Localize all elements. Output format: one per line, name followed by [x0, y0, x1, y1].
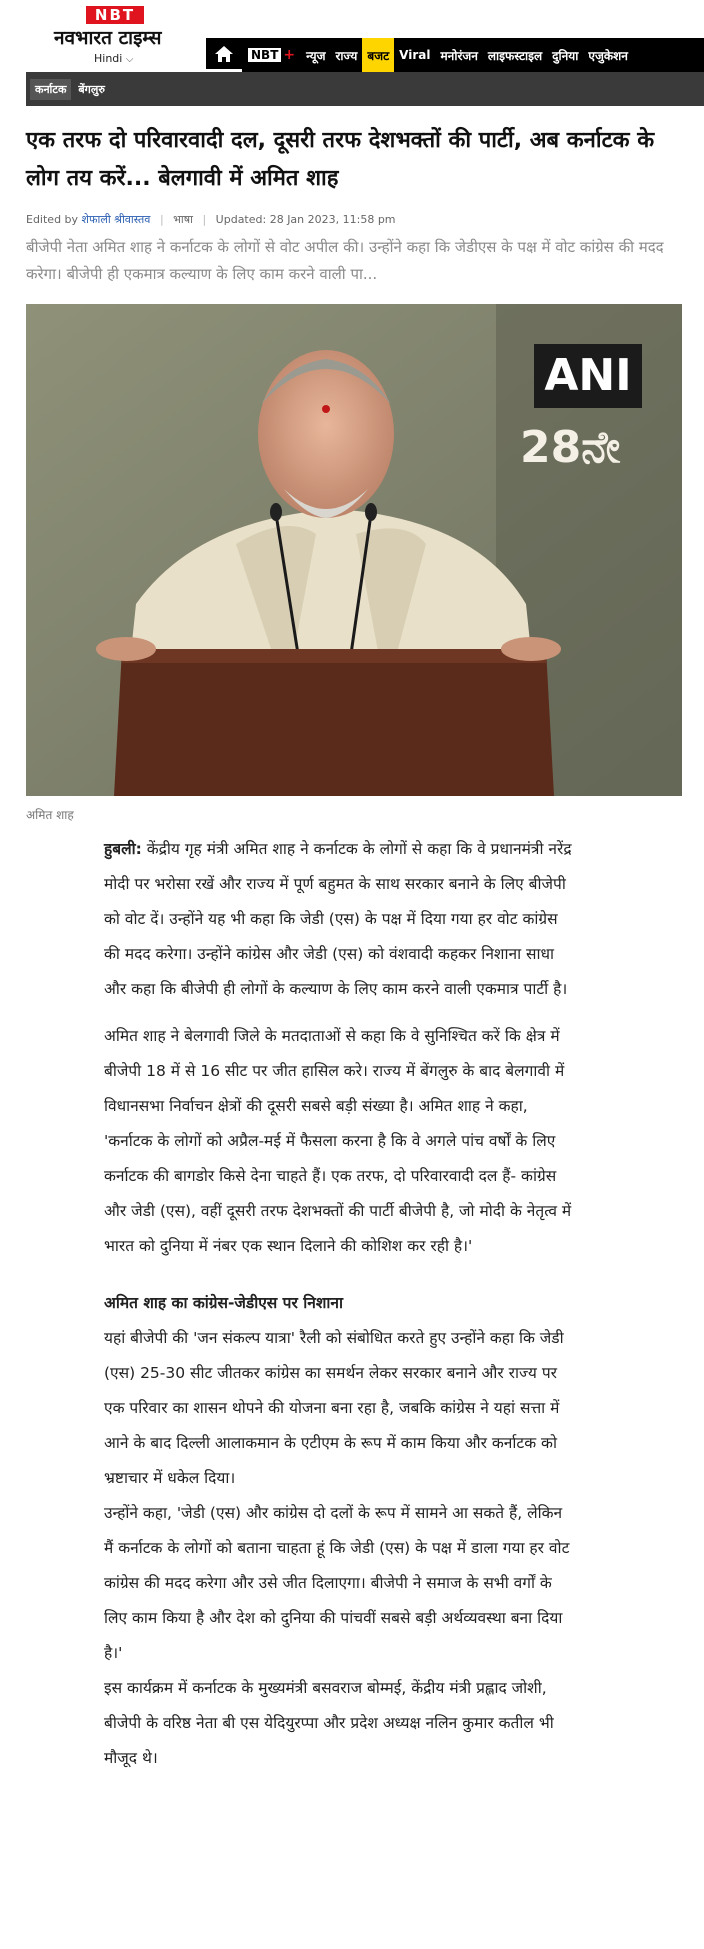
- site-logo[interactable]: [26, 4, 204, 70]
- breadcrumb-karnataka[interactable]: कर्नाटक: [30, 79, 71, 100]
- author-link[interactable]: शेफाली श्रीवास्तव: [81, 213, 151, 226]
- paragraph: [104, 832, 574, 1007]
- nav-item-news[interactable]: न्यूज: [306, 48, 326, 63]
- page-title: एक तरफ दो परिवारवादी दल, दूसरी तरफ देशभक्तों की पार्टी, अब कर्नाटक के लोग तय करें... बेलगावी में अमित शाह: [26, 128, 655, 191]
- hero-image: [26, 304, 682, 796]
- nav-item-education[interactable]: एजुकेशन: [588, 48, 628, 63]
- source-label: भाषा: [173, 213, 193, 226]
- edited-by-label: Edited by: [26, 213, 79, 226]
- byline-divider: |: [202, 213, 207, 226]
- image-caption: अमित शाह: [26, 808, 74, 822]
- paragraph: इस कार्यक्रम में कर्नाटक के मुख्यमंत्री बसवराज बोम्मई, केंद्रीय मंत्री प्रह्लाद जोशी, बीजेपी के वरिष्ठ नेता बी एस येदियुरप्पा और प्रदेश अध्यक्ष नलिन कुमार कतील भी मौजूद थे।: [104, 1679, 554, 1767]
- nbt-plus-label: NBT: [248, 48, 281, 62]
- article-body: [104, 832, 574, 1776]
- paragraph-text: केंद्रीय गृह मंत्री अमित शाह ने कर्नाटक के लोगों से कहा कि वे प्रधानमंत्री नरेंद्र मोदी पर भरोसा रखें और राज्य में पूर्ण बहुमत के साथ सरकार बनाने के लिए बीजेपी को वोट दें। उन्होंने यह भी कहा कि जेडी (एस) के पक्ष में दिया गया हर वोट कांग्रेस की मदद करेगा। उन्होंने कांग्रेस और जेडी (एस) को वंशवादी कहकर निशाना साधा और कहा कि बीजेपी ही लोगों के कल्याण के लिए काम करने वाली एकमात्र पार्टी है।: [104, 840, 572, 998]
- nav-item-states[interactable]: राज्य: [335, 48, 358, 63]
- dateline: हुबली:: [104, 840, 142, 858]
- plus-icon: +: [283, 47, 296, 63]
- updated-timestamp: Updated: 28 Jan 2023, 11:58 pm: [215, 213, 396, 226]
- edition-label: Hindi: [94, 52, 123, 65]
- logo-letters: NBT: [86, 6, 144, 24]
- image-overlay-text: 28ನೇ: [520, 422, 621, 473]
- byline: [26, 212, 396, 227]
- byline-divider: |: [159, 213, 164, 226]
- nav-item-viral[interactable]: Viral: [399, 48, 431, 62]
- breadcrumb-bengaluru[interactable]: बेंगलुरु: [78, 82, 105, 96]
- main-nav: [206, 38, 704, 72]
- breadcrumb: [26, 72, 704, 106]
- nav-item-entertainment[interactable]: मनोरंजन: [440, 48, 478, 63]
- logo-hindi-text: नवभारत टाइम्स: [54, 27, 162, 49]
- home-icon[interactable]: [206, 38, 242, 72]
- nav-item-lifestyle[interactable]: लाइफस्टाइल: [487, 48, 543, 63]
- chevron-down-icon: ⌵: [125, 54, 134, 65]
- nav-item-world[interactable]: दुनिया: [552, 48, 579, 63]
- section-heading: अमित शाह का कांग्रेस-जेडीएस पर निशाना: [104, 1294, 344, 1312]
- paragraph: उन्होंने कहा, 'जेडी (एस) और कांग्रेस दो दलों के रूप में सामने आ सकते हैं, लेकिन मैं कर्नाटक के लोगों को बताना चाहता हूं कि जेडी (एस) के पक्ष में डाला गया हर वोट कांग्रेस की मदद करेगा और उसे जीत दिलाएगा। बीजेपी ने समाज के सभी वर्गों के लिए काम किया है और देश को दुनिया की पांचवीं सबसे बड़ी अर्थव्यवस्था बना दिया है।': [104, 1504, 570, 1662]
- edition-selector[interactable]: [94, 52, 133, 65]
- paragraph: अमित शाह ने बेलगावी जिले के मतदाताओं से कहा कि वे सुनिश्चित करें कि क्षेत्र में बीजेपी 18 में से 16 सीट पर जीत हासिल करे। राज्य में बेंगलुरु के बाद बेलगावी में विधानसभा निर्वाचन क्षेत्रों की दूसरी सबसे बड़ी संख्या है। अमित शाह ने कहा, 'कर्नाटक के लोगों को अप्रैल-मई में फैसला करना है कि वे अगले पांच वर्षों के लिए कर्नाटक की बागडोर किसे देना चाहते हैं। एक तरफ, दो परिवारवादी दल हैं- कांग्रेस और जेडी (एस), वहीं दूसरी तरफ देशभक्तों की पार्टी बीजेपी है, जो मोदी के नेतृत्व में भारत को दुनिया में नंबर एक स्थान दिलाने की कोशिश कर रही है।': [104, 1027, 572, 1255]
- article-summary: बीजेपी नेता अमित शाह ने कर्नाटक के लोगों से वोट अपील की। उन्होंने कहा कि जेडीएस के पक्ष में वोट कांग्रेस की मदद करेगा। बीजेपी ही एकमात्र कल्याण के लिए काम करने वाली पा...: [26, 238, 664, 283]
- image-watermark: ANI: [534, 344, 642, 408]
- paragraph: यहां बीजेपी की 'जन संकल्प यात्रा' रैली को संबोधित करते हुए उन्होंने कहा कि जेडी (एस) 25-30 सीट जीतकर कांग्रेस का समर्थन लेकर सरकार बनाने और राज्य पर एक परिवार का शासन थोपने की योजना बना रहा है, जबकि कांग्रेस ने यहां सत्ता में आने के बाद दिल्ली आलाकमान के एटीएम के रूप में काम किया और कर्नाटक को भ्रष्टाचार में धकेल दिया।: [104, 1329, 564, 1487]
- site-header: [0, 0, 704, 72]
- nbt-plus-link[interactable]: [242, 38, 301, 72]
- nav-item-budget[interactable]: बजट: [362, 38, 394, 72]
